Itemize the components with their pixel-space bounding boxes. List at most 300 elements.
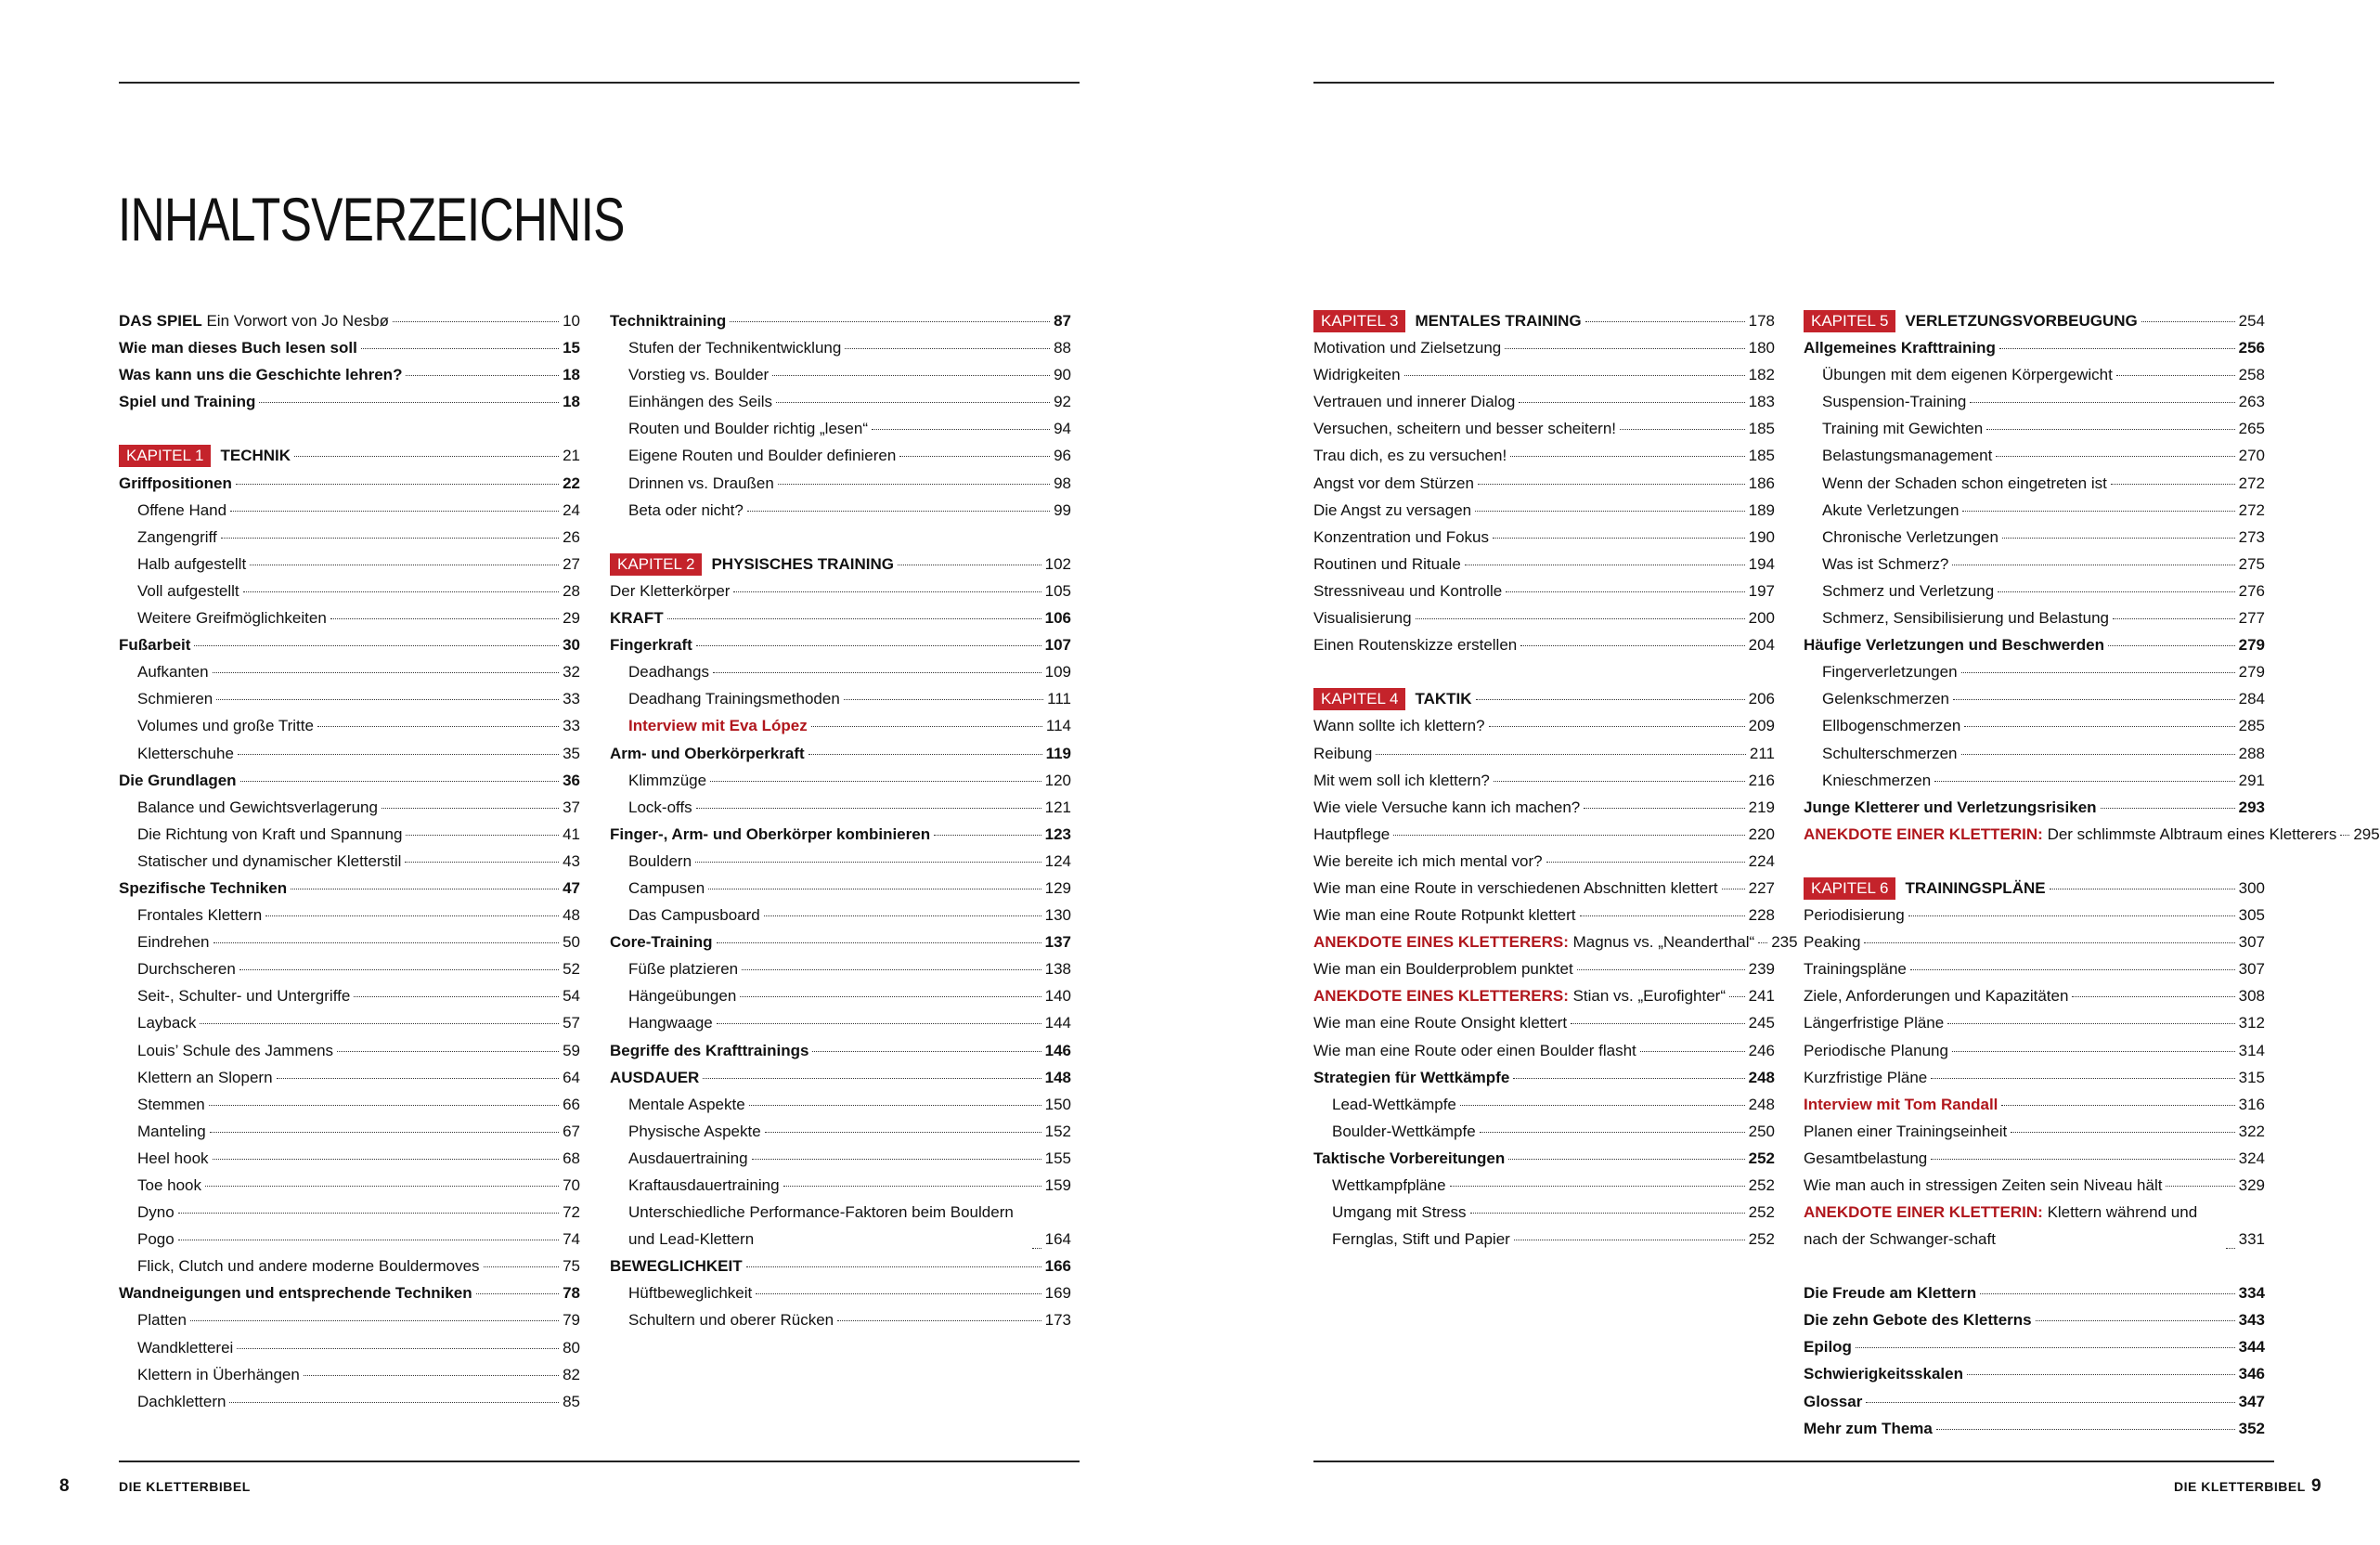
toc-entry xyxy=(1313,578,1775,604)
chapter-badge: KAPITEL 2 xyxy=(610,553,702,576)
toc-entry-title: Hangwaage xyxy=(628,1014,713,1032)
toc-entry-title: Umgang mit Stress xyxy=(1332,1203,1467,1222)
toc-entry-title: Stemmen xyxy=(137,1095,205,1113)
toc-page-number: 273 xyxy=(2238,527,2265,546)
toc-entry-title: Einen Routenskizze erstellen xyxy=(1313,636,1518,655)
toc-page-number: 254 xyxy=(2238,312,2265,330)
toc-entry xyxy=(119,794,580,821)
leader-dots xyxy=(277,1078,560,1079)
toc-entry-title: Aufkanten xyxy=(137,663,209,682)
toc-entry xyxy=(1313,415,1775,442)
toc-entry xyxy=(1313,740,1775,767)
toc-entry-title: Interview mit Tom Randall xyxy=(1804,1095,1998,1113)
leader-dots xyxy=(1520,645,1744,646)
leader-dots xyxy=(778,484,1050,485)
toc-entry-title: Pogo xyxy=(137,1230,175,1249)
toc-entry xyxy=(1804,955,2265,982)
toc-entry xyxy=(1804,740,2265,767)
toc-entry xyxy=(119,740,580,767)
toc-page-number: 275 xyxy=(2238,554,2265,573)
toc-entry xyxy=(1804,361,2265,388)
leader-dots xyxy=(1508,1159,1744,1160)
leader-dots xyxy=(740,996,1041,997)
leader-dots xyxy=(1934,781,2234,782)
toc-entry xyxy=(119,1253,580,1279)
leader-dots xyxy=(1506,591,1744,592)
toc-page-number: 314 xyxy=(2238,1041,2265,1059)
toc-page-number: 270 xyxy=(2238,447,2265,465)
toc-page-number: 178 xyxy=(1748,312,1775,330)
toc-entry-title: Wenn der Schaden schon eingetreten ist xyxy=(1822,474,2107,492)
leader-dots xyxy=(742,969,1041,970)
toc-page-number: 300 xyxy=(2238,878,2265,897)
toc-page-number: 105 xyxy=(1044,581,1071,600)
toc-entry xyxy=(610,334,1071,361)
toc-entry-title: Wie man eine Route in verschiedenen Abschnitten klettert xyxy=(1313,878,1718,897)
toc-spacer xyxy=(1804,848,2265,875)
toc-entry-title: Routen und Boulder richtig „lesen“ xyxy=(628,420,868,438)
toc-chapter-heading xyxy=(1804,307,2265,334)
toc-entry-title: Campusen xyxy=(628,878,705,897)
leader-dots xyxy=(209,1105,559,1106)
leader-dots xyxy=(2141,321,2235,322)
toc-page-number: 90 xyxy=(1054,366,1071,384)
leader-dots xyxy=(696,808,1041,809)
toc-page-number: 228 xyxy=(1748,906,1775,925)
leader-dots xyxy=(1998,591,2234,592)
toc-entry-title: Trau dich, es zu versuchen! xyxy=(1313,447,1507,465)
toc-entry-title: Toe hook xyxy=(137,1176,201,1194)
toc-entry-title: Drinnen vs. Draußen xyxy=(628,474,774,492)
toc-page-number: 24 xyxy=(563,500,580,519)
toc-column-1 xyxy=(119,307,580,1415)
leader-dots xyxy=(405,862,559,863)
toc-page-number: 68 xyxy=(563,1149,580,1167)
toc-entry-title: Widrigkeiten xyxy=(1313,366,1401,384)
toc-entry-title: Übungen mit dem eigenen Körpergewicht xyxy=(1822,366,2113,384)
toc-entry xyxy=(1804,578,2265,604)
leader-dots xyxy=(872,429,1050,430)
toc-entry-title: Statischer und dynamischer Kletterstil xyxy=(137,851,402,870)
toc-page-number: 130 xyxy=(1044,906,1071,925)
toc-entry xyxy=(119,928,580,955)
toc-entry xyxy=(1804,334,2265,361)
leader-dots xyxy=(2108,645,2235,646)
leader-dots xyxy=(1952,1051,2235,1052)
toc-entry-title: Griffpositionen xyxy=(119,474,232,492)
leader-dots xyxy=(229,1402,559,1403)
leader-dots xyxy=(1571,1023,1745,1024)
toc-page-number: 146 xyxy=(1044,1041,1071,1059)
toc-entry-title xyxy=(119,307,389,334)
toc-entry-lead: ANEKDOTE EINES KLETTERERS: xyxy=(1313,933,1569,952)
leader-dots xyxy=(1729,996,1745,997)
toc-page-number: 293 xyxy=(2238,798,2265,816)
toc-entry-title: Seit-, Schulter- und Untergriffe xyxy=(137,987,351,1006)
leader-dots xyxy=(1640,1051,1745,1052)
toc-page-number: 159 xyxy=(1044,1176,1071,1194)
leader-dots xyxy=(717,942,1041,943)
leader-dots xyxy=(1758,942,1767,943)
toc-page-number: 308 xyxy=(2238,987,2265,1006)
toc-page-number: 331 xyxy=(2238,1230,2265,1249)
leader-dots xyxy=(1580,915,1745,916)
toc-entry xyxy=(1313,631,1775,658)
toc-entry xyxy=(119,1145,580,1172)
toc-page-number: 138 xyxy=(1044,960,1071,979)
toc-entry-title: Zangengriff xyxy=(137,527,217,546)
right-page-number: 9 xyxy=(2311,1476,2322,1496)
top-rule-right xyxy=(1313,82,2274,84)
toc-page-number: 150 xyxy=(1044,1095,1071,1113)
toc-page-number: 70 xyxy=(563,1176,580,1194)
leader-dots xyxy=(811,726,1042,727)
leader-dots xyxy=(730,321,1050,322)
toc-entry-title: Gelenkschmerzen xyxy=(1822,690,1950,708)
toc-entry-title: Peaking xyxy=(1804,933,1861,952)
toc-entry xyxy=(119,712,580,739)
toc-entry-title: Stressniveau und Kontrolle xyxy=(1313,581,1503,600)
leader-dots xyxy=(1510,456,1744,457)
toc-entry xyxy=(1313,524,1775,551)
toc-page-number: 47 xyxy=(563,878,580,897)
toc-entry xyxy=(1313,497,1775,524)
toc-page-number: 32 xyxy=(563,663,580,682)
toc-entry-title: Wie man ein Boulderproblem punktet xyxy=(1313,960,1573,979)
toc-entry-title: Schulterschmerzen xyxy=(1822,744,1958,762)
toc-entry-title: Wann sollte ich klettern? xyxy=(1313,717,1485,735)
toc-entry-title: Strategien für Wettkämpfe xyxy=(1313,1068,1510,1086)
toc-entry-title: Was kann uns die Geschichte lehren? xyxy=(119,366,403,384)
toc-entry xyxy=(610,955,1071,982)
toc-entry xyxy=(119,1199,580,1226)
toc-entry xyxy=(1313,442,1775,469)
toc-entry xyxy=(610,361,1071,388)
toc-column-2 xyxy=(610,307,1071,1333)
toc-entry-title: Akute Verletzungen xyxy=(1822,500,1960,519)
toc-page-number: 258 xyxy=(2238,366,2265,384)
toc-column-4 xyxy=(1804,307,2380,1442)
leader-dots xyxy=(330,618,559,619)
toc-entry-title: Kletterschuhe xyxy=(137,744,234,762)
toc-entry xyxy=(1313,1226,1775,1253)
toc-entry xyxy=(1804,767,2265,794)
toc-entry xyxy=(610,1279,1071,1306)
toc-page-number: 92 xyxy=(1054,393,1071,411)
toc-entry-title: Längerfristige Pläne xyxy=(1804,1014,1945,1032)
leader-dots xyxy=(294,456,559,457)
leader-dots xyxy=(361,348,559,349)
leader-dots xyxy=(1931,1159,2234,1160)
toc-entry xyxy=(1313,334,1775,361)
toc-page-number: 248 xyxy=(1748,1068,1775,1086)
toc-chapter-heading xyxy=(610,551,1071,578)
toc-entry xyxy=(119,1009,580,1036)
toc-entry-title: Mit wem soll ich klettern? xyxy=(1313,771,1490,789)
leader-dots xyxy=(2002,538,2235,539)
toc-entry xyxy=(119,388,580,415)
toc-page-number: 35 xyxy=(563,744,580,762)
toc-entry xyxy=(610,982,1071,1009)
left-running-title: DIE KLETTERBIBEL xyxy=(119,1479,251,1494)
toc-entry-title: Eigene Routen und Boulder definieren xyxy=(628,447,897,465)
toc-entry xyxy=(119,848,580,875)
toc-entry-title: Finger-, Arm- und Oberkörper kombinieren xyxy=(610,824,931,843)
leader-dots xyxy=(2113,618,2235,619)
toc-entry-title: Glossar xyxy=(1804,1392,1863,1410)
leader-dots xyxy=(1999,348,2235,349)
leader-dots xyxy=(1964,726,2234,727)
toc-entry-title xyxy=(1804,1199,2222,1253)
leader-dots xyxy=(1864,942,2234,943)
toc-page-number: 265 xyxy=(2238,420,2265,438)
toc-entry xyxy=(1313,1037,1775,1064)
toc-entry xyxy=(610,1145,1071,1172)
toc-entry-title: Wie man eine Route Rotpunkt klettert xyxy=(1313,906,1576,925)
toc-chapter-heading xyxy=(1313,685,1775,712)
leader-dots xyxy=(2116,375,2235,376)
chapter-badge: KAPITEL 3 xyxy=(1313,310,1405,332)
toc-page-number: 74 xyxy=(563,1230,580,1249)
toc-entry-title: Versuchen, scheitern und besser scheitern! xyxy=(1313,420,1617,438)
leader-dots xyxy=(1856,1347,2235,1348)
toc-page-number: 216 xyxy=(1748,771,1775,789)
toc-entry xyxy=(610,1064,1071,1091)
toc-entry xyxy=(1804,551,2265,578)
toc-page-number: 343 xyxy=(2238,1311,2265,1330)
toc-entry xyxy=(1804,1091,2265,1118)
toc-entry xyxy=(1313,1172,1775,1199)
toc-entry xyxy=(1804,1009,2265,1036)
toc-entry-title xyxy=(119,442,291,469)
toc-entry xyxy=(610,388,1071,415)
toc-entry-title: Chronische Verletzungen xyxy=(1822,527,1998,546)
leader-dots xyxy=(476,1293,559,1294)
toc-page-number: 252 xyxy=(1748,1203,1775,1222)
toc-page-number: 256 xyxy=(2238,339,2265,357)
toc-page-number: 33 xyxy=(563,690,580,708)
toc-page-number: 94 xyxy=(1054,420,1071,438)
toc-entry xyxy=(1804,1333,2265,1360)
leader-dots xyxy=(695,862,1041,863)
leader-dots xyxy=(210,1132,559,1133)
toc-entry-title: AUSDAUER xyxy=(610,1068,700,1086)
toc-column-3 xyxy=(1313,307,1798,1253)
toc-page-number: 291 xyxy=(2238,771,2265,789)
toc-entry xyxy=(610,1172,1071,1199)
toc-entry xyxy=(1313,388,1775,415)
leader-dots xyxy=(354,996,559,997)
toc-entry-title: Dachklettern xyxy=(137,1392,226,1410)
toc-entry xyxy=(1804,1415,2265,1442)
toc-chapter-heading xyxy=(1313,307,1775,334)
toc-entry-title: Weitere Greifmöglichkeiten xyxy=(137,609,327,628)
toc-page-number: 87 xyxy=(1054,312,1071,330)
toc-page-number: 57 xyxy=(563,1014,580,1032)
toc-entry-title: Trainingspläne xyxy=(1804,960,1907,979)
toc-page-number: 206 xyxy=(1748,690,1775,708)
toc-entry xyxy=(119,361,580,388)
toc-page-number: 220 xyxy=(1748,824,1775,843)
leader-dots xyxy=(393,321,559,322)
toc-entry xyxy=(119,1226,580,1253)
toc-entry xyxy=(1804,712,2265,739)
toc-page-number: 33 xyxy=(563,717,580,735)
leader-dots xyxy=(2001,1105,2234,1106)
toc-entry xyxy=(1804,982,2265,1009)
toc-entry xyxy=(1313,848,1775,875)
toc-entry xyxy=(1804,821,2380,848)
leader-dots xyxy=(1404,375,1745,376)
toc-entry xyxy=(119,307,580,334)
toc-page-number: 10 xyxy=(563,312,580,330)
toc-entry xyxy=(610,875,1071,902)
toc-page-number: 288 xyxy=(2238,744,2265,762)
leader-dots xyxy=(1494,781,1745,782)
toc-page-number: 169 xyxy=(1044,1284,1071,1303)
toc-entry xyxy=(610,442,1071,469)
leader-dots xyxy=(304,1375,559,1376)
leader-dots xyxy=(238,754,559,755)
toc-page-number: 307 xyxy=(2238,960,2265,979)
chapter-title: MENTALES TRAINING xyxy=(1415,312,1582,330)
toc-page-number: 18 xyxy=(563,393,580,411)
toc-entry-title: Wie man eine Route oder einen Boulder flasht xyxy=(1313,1041,1636,1059)
toc-entry-title: BEWEGLICHKEIT xyxy=(610,1257,743,1276)
toc-page-number: 239 xyxy=(1748,960,1775,979)
toc-page-number: 166 xyxy=(1044,1257,1071,1276)
toc-page-number: 119 xyxy=(1045,744,1071,762)
leader-dots xyxy=(764,915,1041,916)
toc-page-number: 22 xyxy=(563,474,580,492)
toc-entry xyxy=(119,767,580,794)
chapter-badge: KAPITEL 1 xyxy=(119,445,211,467)
toc-entry-title: Voll aufgestellt xyxy=(137,581,239,600)
toc-page-number: 30 xyxy=(563,636,580,655)
toc-entry-title: Suspension-Training xyxy=(1822,393,1967,411)
toc-page-number: 227 xyxy=(1748,878,1775,897)
leader-dots xyxy=(1476,699,1745,700)
leader-dots xyxy=(200,1023,559,1024)
toc-entry-title: Vertrauen und innerer Dialog xyxy=(1313,393,1516,411)
leader-dots xyxy=(1585,321,1745,322)
toc-page-number: 307 xyxy=(2238,933,2265,952)
toc-entry xyxy=(1313,361,1775,388)
toc-page-number: 52 xyxy=(563,960,580,979)
toc-entry xyxy=(119,334,580,361)
toc-spacer xyxy=(119,415,580,442)
toc-entry-title: Periodische Planung xyxy=(1804,1041,1948,1059)
toc-entry-title xyxy=(610,551,894,578)
toc-page-number: 209 xyxy=(1748,717,1775,735)
toc-page-number: 352 xyxy=(2238,1419,2265,1437)
leader-dots xyxy=(783,1186,1041,1187)
toc-entry xyxy=(119,1306,580,1333)
toc-entry-title: Deadhang Trainingsmethoden xyxy=(628,690,840,708)
toc-entry-title: Wettkampfpläne xyxy=(1332,1176,1446,1194)
toc-entry-title: Volumes und große Tritte xyxy=(137,717,314,735)
leader-dots xyxy=(406,835,559,836)
toc-entry-title: Füße platzieren xyxy=(628,960,739,979)
leader-dots xyxy=(1936,1429,2235,1430)
toc-entry xyxy=(1804,442,2265,469)
leader-dots xyxy=(1478,484,1745,485)
toc-entry-title: Core-Training xyxy=(610,933,713,952)
toc-page-number: 43 xyxy=(563,851,580,870)
toc-page-number: 173 xyxy=(1044,1311,1071,1330)
toc-entry-subtitle: Ein Vorwort von Jo Nesbø xyxy=(201,312,390,330)
leader-dots xyxy=(845,348,1050,349)
toc-entry xyxy=(610,631,1071,658)
toc-entry-title: Knieschmerzen xyxy=(1822,771,1932,789)
leader-dots xyxy=(756,1293,1041,1294)
toc-chapter-heading xyxy=(1804,875,2265,902)
toc-entry xyxy=(610,1253,1071,1279)
toc-entry-title: Schmerz und Verletzung xyxy=(1822,581,1995,600)
toc-entry xyxy=(1804,1360,2265,1387)
toc-entry-title: Balance und Gewichtsverlagerung xyxy=(137,798,378,816)
leader-dots xyxy=(747,511,1050,512)
chapter-badge: KAPITEL 5 xyxy=(1804,310,1895,332)
toc-entry-title: Taktische Vorbereitungen xyxy=(1313,1149,1506,1167)
toc-entry-lead: ANEKDOTE EINER KLETTERIN: xyxy=(1804,1203,2043,1222)
toc-entry-title: KRAFT xyxy=(610,609,664,628)
leader-dots xyxy=(934,835,1041,836)
toc-page-number: 152 xyxy=(1044,1122,1071,1140)
leader-dots xyxy=(190,1320,559,1321)
leader-dots xyxy=(1620,429,1745,430)
toc-page-number: 99 xyxy=(1054,500,1071,519)
leader-dots xyxy=(844,699,1043,700)
toc-page-number: 109 xyxy=(1044,663,1071,682)
toc-page-number: 219 xyxy=(1748,798,1775,816)
leader-dots xyxy=(1393,835,1744,836)
toc-entry xyxy=(1313,794,1775,821)
toc-page-number: 185 xyxy=(1748,420,1775,438)
toc-entry-title: Vorstieg vs. Boulder xyxy=(628,366,770,384)
toc-entry-title: Fingerkraft xyxy=(610,636,692,655)
toc-page-number: 164 xyxy=(1044,1230,1071,1249)
leader-dots xyxy=(2072,996,2234,997)
toc-page-number: 312 xyxy=(2238,1014,2265,1032)
toc-entry-title: Offene Hand xyxy=(137,500,227,519)
toc-page-number: 82 xyxy=(563,1365,580,1383)
toc-entry xyxy=(610,794,1071,821)
toc-page-number: 85 xyxy=(563,1392,580,1410)
toc-entry-title: Begriffe des Krafttrainings xyxy=(610,1041,809,1059)
leader-dots xyxy=(1376,754,1746,755)
toc-spacer xyxy=(610,524,1071,551)
leader-dots xyxy=(808,754,1042,755)
leader-dots xyxy=(1489,726,1745,727)
toc-entry-title: Die Grundlagen xyxy=(119,771,237,789)
toc-entry xyxy=(1313,712,1775,739)
toc-entry xyxy=(119,685,580,712)
toc-entry-title xyxy=(1804,821,2336,848)
leader-dots xyxy=(259,402,559,403)
toc-entry-title: Hautpflege xyxy=(1313,824,1390,843)
leader-dots xyxy=(772,375,1050,376)
toc-entry xyxy=(1804,497,2265,524)
leader-dots xyxy=(749,1105,1041,1106)
top-rule-left xyxy=(119,82,1080,84)
leader-dots xyxy=(1480,1132,1745,1133)
toc-page-number: 252 xyxy=(1748,1176,1775,1194)
leader-dots xyxy=(1470,1213,1745,1214)
toc-entry xyxy=(1804,1118,2265,1145)
toc-entry-title: Hüftbeweglichkeit xyxy=(628,1284,753,1303)
leader-dots xyxy=(213,942,560,943)
